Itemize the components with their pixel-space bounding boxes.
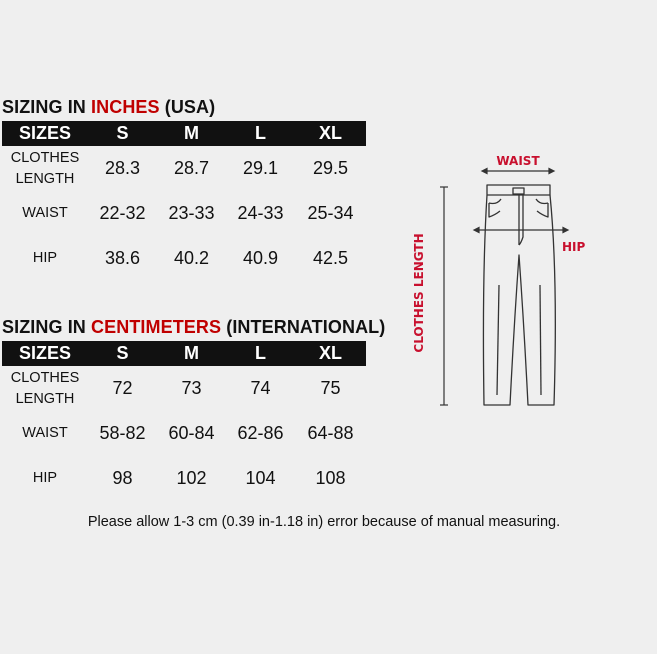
table-cell: 58-82 (99, 423, 146, 443)
table-cell: 23-33 (168, 203, 215, 223)
row-label-waist: WAIST (22, 205, 68, 221)
size-m-header: M (184, 123, 199, 143)
cm-title-accent: CENTIMETERS (91, 317, 222, 337)
row-label-line: CLOTHES (10, 149, 80, 166)
row-label-clothes-length (2, 146, 88, 191)
row-label-hip: HIP (32, 250, 58, 266)
row-label-clothes-length (2, 366, 88, 411)
table-cell: 40.9 (242, 248, 279, 268)
row-label-hip: HIP (32, 470, 58, 486)
waist-arrow-icon (482, 169, 554, 174)
table-cell: 64-88 (307, 423, 354, 443)
waist-label: WAIST (496, 154, 540, 168)
sizes-header: SIZES (18, 343, 71, 363)
table-cell: 74 (250, 378, 271, 398)
table-cell: 108 (315, 468, 346, 488)
inches-title-accent: INCHES (91, 97, 160, 117)
size-l-header: L (255, 343, 266, 363)
table-cell: 22-32 (99, 203, 146, 223)
row-label-line: LENGTH (15, 390, 75, 407)
table-cell: 29.5 (312, 158, 349, 178)
pants-icon (483, 185, 555, 405)
cm-title-suffix: (INTERNATIONAL) (221, 317, 386, 337)
inches-size-table (2, 121, 366, 281)
table-cell: 73 (181, 378, 202, 398)
inches-title-suffix: (USA) (159, 97, 216, 117)
table-cell: 72 (112, 378, 133, 398)
size-s-header: S (116, 123, 129, 143)
table-cell: 102 (176, 468, 207, 488)
measurement-note: Please allow 1-3 cm (0.39 in-1.18 in) error because of manual measuring. (87, 514, 561, 530)
table-cell: 24-33 (237, 203, 284, 223)
table-row (2, 236, 366, 281)
size-xl-header: XL (318, 343, 342, 363)
table-header-row (2, 341, 366, 366)
length-arrow-icon (440, 187, 448, 405)
size-l-header: L (255, 123, 266, 143)
table-cell: 62-86 (237, 423, 284, 443)
table-cell: 98 (112, 468, 133, 488)
hip-arrow-icon (474, 228, 568, 233)
table-row (2, 456, 366, 501)
table-cell: 40.2 (173, 248, 210, 268)
table-cell: 60-84 (168, 423, 215, 443)
size-m-header: M (184, 343, 199, 363)
table-cell: 75 (320, 378, 341, 398)
row-label-line: CLOTHES (10, 369, 80, 386)
row-label-waist: WAIST (22, 425, 68, 441)
table-cell: 25-34 (307, 203, 354, 223)
table-row (2, 146, 366, 191)
pants-measurement-diagram (400, 145, 600, 415)
inches-section-title (2, 97, 215, 118)
cm-title-prefix: SIZING IN (2, 317, 92, 337)
table-cell: 38.6 (104, 248, 141, 268)
table-cell: 28.3 (104, 158, 141, 178)
table-row (2, 191, 366, 236)
size-xl-header: XL (318, 123, 342, 143)
clothes-length-label: CLOTHES LENGTH (412, 233, 426, 353)
table-header-row (2, 121, 366, 146)
table-cell: 29.1 (242, 158, 279, 178)
inches-title-prefix: SIZING IN (2, 97, 92, 117)
size-s-header: S (116, 343, 129, 363)
table-cell: 42.5 (312, 248, 349, 268)
sizes-header: SIZES (18, 123, 71, 143)
table-row (2, 411, 366, 456)
row-label-line: LENGTH (15, 170, 75, 187)
table-cell: 28.7 (173, 158, 210, 178)
table-cell: 104 (245, 468, 276, 488)
centimeters-size-table (2, 341, 366, 501)
hip-label: HIP (562, 240, 586, 254)
centimeters-section-title (2, 317, 385, 338)
table-row (2, 366, 366, 411)
